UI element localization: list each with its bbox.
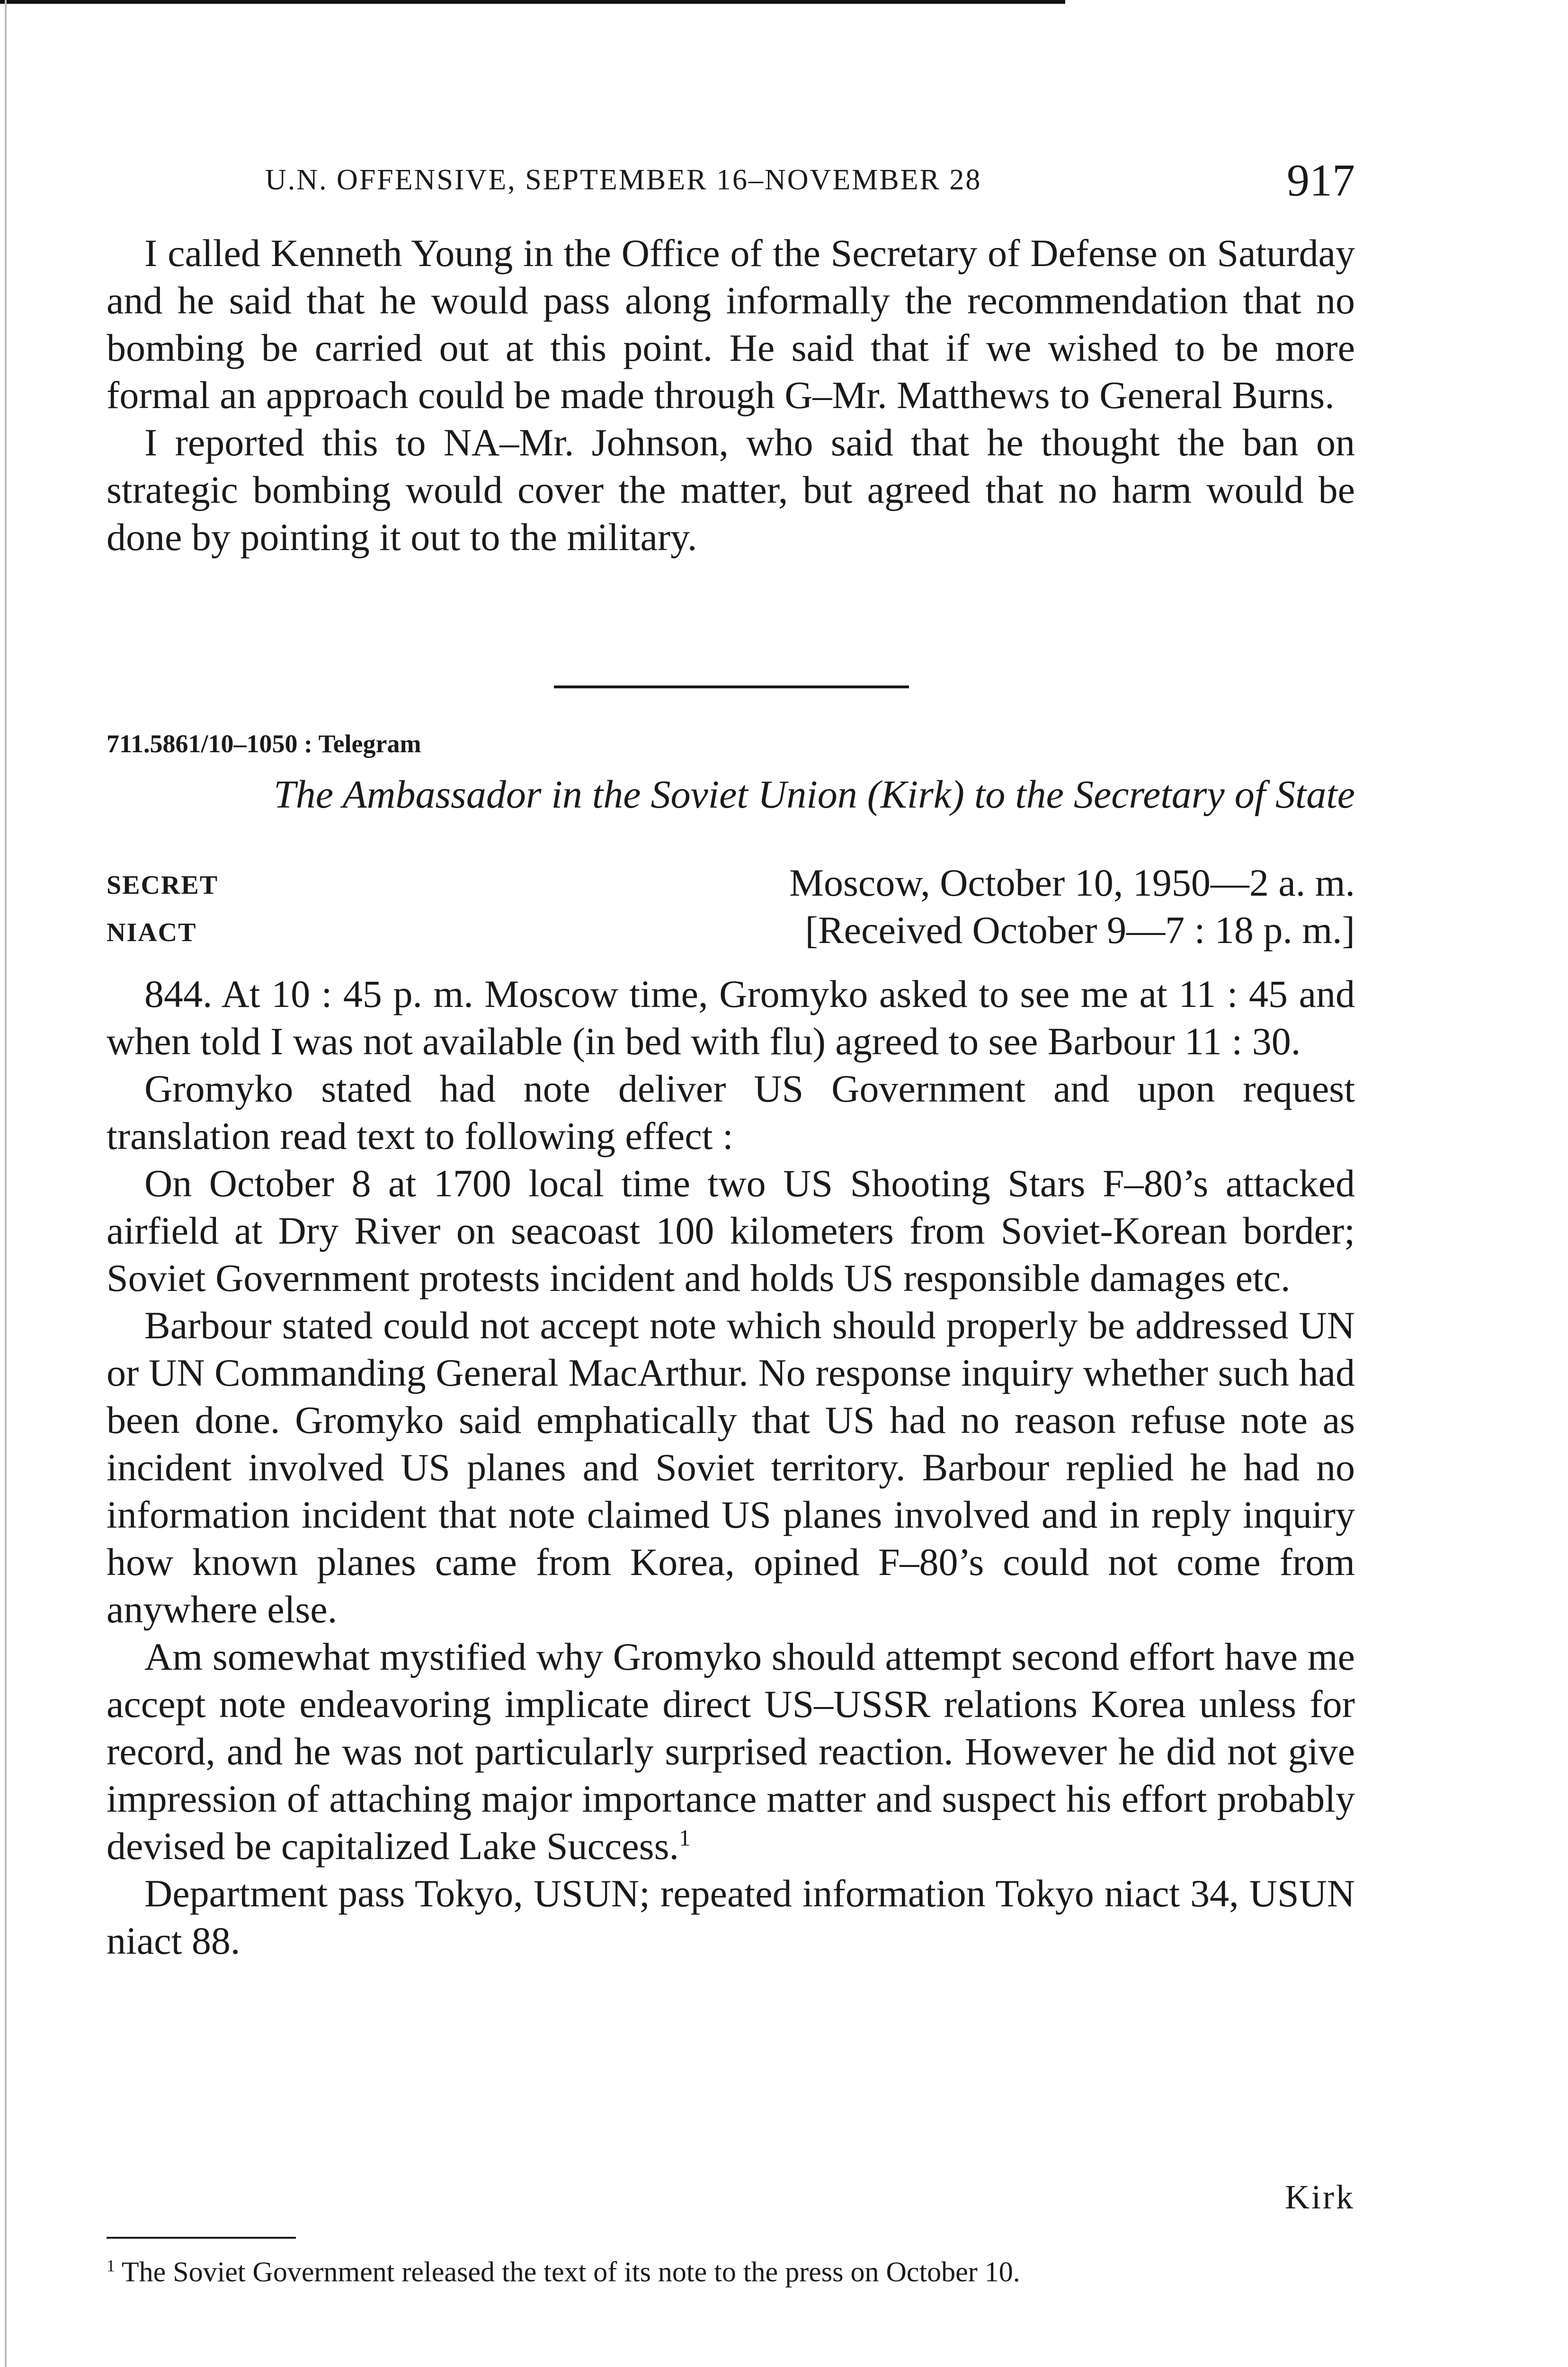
footnote	[107, 2256, 1355, 2288]
classification-label: SECRET	[107, 871, 219, 900]
place-date: Moscow, October 10, 1950—2 a. m.	[789, 861, 1355, 904]
signature: Kirk	[1285, 2178, 1355, 2216]
body-paragraph	[107, 1633, 1355, 1870]
received-date: [Received October 9—7 : 18 p. m.]	[805, 908, 1355, 952]
intro-section	[107, 230, 1355, 561]
footnote-rule	[107, 2237, 296, 2239]
document-title: The Ambassador in the Soviet Union (Kirk) to the Secretary of State	[274, 773, 1355, 817]
intro-paragraph: I reported this to NA–Mr. Johnson, who said that he thought the ban on strategic bombing would cover the matter, but agreed that no harm would be done by pointing it out to the military.	[107, 421, 1355, 559]
running-head: U.N. OFFENSIVE, SEPTEMBER 16–NOVEMBER 28	[265, 163, 982, 196]
priority-label: NIACT	[107, 918, 197, 947]
file-reference: 711.5861/10–1050 : Telegram	[107, 730, 421, 758]
section-divider	[554, 685, 909, 688]
body-paragraph: 844. At 10 : 45 p. m. Moscow time, Gromyko asked to see me at 11 : 45 and when told I was not available (in bed with flu) agreed to see Barbour 11 : 30.	[107, 972, 1355, 1063]
body-paragraph: Barbour stated could not accept note which should properly be addressed UN or UN Commanding General MacArthur. No response inquiry whether such had been done. Gromyko said emphatically that US had no reason refuse note as incident involved US planes and Soviet territory. Barbour replied he had no information incident that note claimed US planes involved and in reply inquiry how known planes came from Korea, opined F–80’s could not come from anywhere else.	[107, 1304, 1355, 1631]
intro-paragraph: I called Kenneth Young in the Office of the Secretary of Defense on Saturday and he said that he would pass along informally the recommendation that no bombing be carried out at this point. He said that if we wished to be more formal an approach could be made through G–Mr. Matthews to General Burns.	[107, 231, 1355, 417]
body-paragraph: Department pass Tokyo, USUN; repeated information Tokyo niact 34, USUN niact 88.	[107, 1872, 1355, 1962]
telegram-body	[107, 970, 1355, 1965]
footnote-text: The Soviet Government released the text of its note to the press on October 10.	[121, 2256, 1020, 2287]
page-number: 917	[1287, 154, 1355, 205]
body-paragraph: On October 8 at 1700 local time two US Shooting Stars F–80’s attacked airfield at Dry River on seacoast 100 kilometers from Soviet-Korean border; Soviet Government protests incident and holds US responsible damages etc.	[107, 1162, 1355, 1299]
page-header	[265, 151, 1355, 208]
mystified-text: Am somewhat mystified why Gromyko should attempt second effort have me accept note endeavoring implicate direct US–USSR relations Korea unless for record, and he was not particularly surprised reaction. However he did not give impression of attaching major importance matter and suspect his effort probably devised be capitalized Lake Success.	[107, 1635, 1355, 1868]
left-margin-line	[5, 0, 7, 2367]
footnote-marker: 1	[107, 2256, 115, 2275]
body-paragraph: Gromyko stated had note deliver US Government and upon request translation read text to following effect :	[107, 1067, 1355, 1157]
footnote-reference: 1	[678, 1824, 691, 1851]
top-border-line	[0, 0, 1065, 4]
